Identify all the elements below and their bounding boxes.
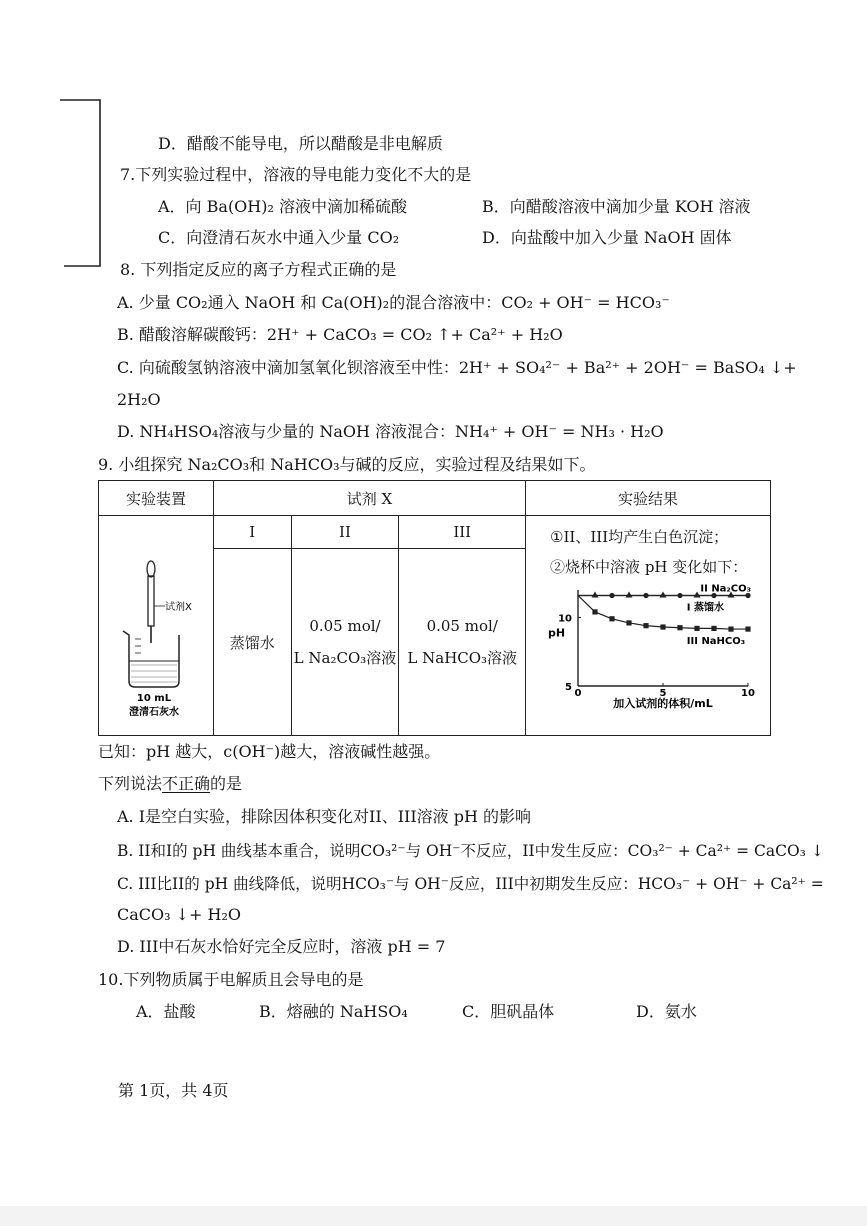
beaker-apparatus: [101, 531, 211, 721]
q7-option-b: B．向醋酸溶液中滴加少量 KOH 溶液: [482, 197, 751, 216]
x-axis-label: 加入试剂的体积/mL: [613, 697, 713, 710]
point-marker: [609, 593, 614, 598]
q10-option-a: A．盐酸: [136, 1002, 196, 1021]
reagent-ii: [291, 549, 399, 736]
scan-edge: [0, 1206, 867, 1226]
q8-option-b: B. 醋酸溶解碳酸钙：2H⁺ + CaCO₃ = CO₂ ↑+ Ca²⁺ + H₂O: [117, 325, 563, 344]
page-footer: 第 1页，共 4页: [118, 1081, 229, 1100]
q10-stem: 10.下列物质属于电解质且会导电的是: [98, 970, 364, 989]
point-marker: [677, 593, 682, 598]
series-label-na2co3: II Na₂CO₃: [700, 583, 752, 595]
y-axis-label: pH: [548, 626, 566, 640]
label-volume: 10 mL: [136, 692, 172, 704]
result-2: ②烧杯中溶液 pH 变化如下：: [550, 558, 748, 576]
series-label-water: I 蒸馏水: [686, 602, 725, 614]
point-marker: [626, 620, 631, 625]
q7-option-d: D．向盐酸中加入少量 NaOH 固体: [482, 228, 732, 247]
point-marker: [694, 626, 699, 631]
point-marker: [643, 593, 648, 598]
q8-option-a: A. 少量 CO₂通入 NaOH 和 Ca(OH)₂的混合溶液中：CO₂ + OH⁻ = HCO₃⁻: [117, 293, 670, 312]
ask-suffix: 的是: [210, 774, 243, 793]
reagent-iii: [399, 549, 526, 736]
ask-prefix: 下列说法: [98, 774, 163, 793]
point-marker: [626, 591, 633, 597]
q10-option-d: D．氨水: [636, 1002, 697, 1021]
header-reagent: 试剂 X: [213, 481, 525, 516]
q8-option-d: D. NH₄HSO₄溶液与少量的 NaOH 溶液混合：NH₄⁺ + OH⁻ = NH₃ · H₂O: [117, 422, 664, 441]
point-marker: [660, 591, 667, 597]
reagent-i: 蒸馏水: [213, 549, 291, 736]
y-tick-label: 10: [558, 613, 573, 625]
y-tick-label: 5: [565, 682, 573, 693]
q9-ask: [98, 774, 242, 794]
header-result: 实验结果: [526, 481, 771, 516]
point-marker: [592, 609, 597, 614]
point-marker: [643, 623, 648, 628]
point-marker: [592, 591, 599, 597]
ph-chart: [526, 582, 766, 710]
q9-option-a: A. I是空白实验，排除因体积变化对II、III溶液 pH 的影响: [117, 807, 532, 826]
q8-option-c-line2: 2H₂O: [117, 390, 161, 409]
q8-stem: 8. 下列指定反应的离子方程式正确的是: [120, 260, 397, 279]
q7-option-a: A．向 Ba(OH)₂ 溶液中滴加稀硫酸: [158, 197, 407, 216]
reagent-ii-line1: 0.05 mol/: [309, 616, 381, 635]
point-marker: [609, 616, 614, 621]
q10-option-c: C．胆矾晶体: [462, 1002, 555, 1021]
q10-option-b: B．熔融的 NaHSO₄: [259, 1002, 408, 1021]
q7-option-c: C．向澄清石灰水中通入少量 CO₂: [158, 228, 400, 247]
header-apparatus: 实验装置: [99, 481, 214, 516]
reagent-iii-line1: 0.05 mol/: [426, 616, 498, 635]
q7-stem: 7.下列实验过程中，溶液的导电能力变化不大的是: [120, 165, 472, 184]
point-marker: [728, 626, 733, 631]
q9-option-b: B. II和I的 pH 曲线基本重合，说明CO₃²⁻与 OH⁻不反应，II中发生反应：CO₃²⁻ + Ca²⁺ = CaCO₃ ↓: [117, 842, 824, 860]
x-tick-label: 0: [574, 688, 582, 699]
q9-option-d: D. III中石灰水恰好完全反应时，溶液 pH = 7: [117, 937, 446, 956]
label-limewater: 澄清石灰水: [128, 706, 179, 718]
q9-option-c-line1: C. III比II的 pH 曲线降低，说明HCO₃⁻与 OH⁻反应，III中初期发生反应：HCO₃⁻ + OH⁻ + Ca²⁺ =: [117, 875, 824, 893]
q9-option-c-line2: CaCO₃ ↓+ H₂O: [117, 905, 242, 924]
col-ii: II: [291, 516, 399, 549]
reagent-ii-line2: L Na₂CO₃溶液: [293, 648, 397, 667]
label-reagent-x: 试剂X: [164, 601, 192, 613]
point-marker: [677, 625, 682, 630]
point-marker: [660, 624, 665, 629]
q9-stem: 9. 小组探究 Na₂CO₃和 NaHCO₃与碱的反应，实验过程及结果如下。: [98, 455, 596, 474]
apparatus-cell: [99, 516, 214, 736]
series-label-nahco3: III NaHCO₃: [686, 636, 746, 648]
ask-underlined: 不正确: [162, 774, 211, 793]
q8-option-c-line1: C. 向硫酸氢钠溶液中滴加氢氧化钡溶液至中性：2H⁺ + SO₄²⁻ + Ba²⁺ + 2OH⁻ = BaSO₄ ↓+: [117, 358, 797, 377]
x-tick-label: 10: [741, 688, 756, 699]
margin-bracket: [60, 98, 104, 268]
point-marker: [745, 626, 750, 631]
col-iii: III: [399, 516, 526, 549]
col-i: I: [213, 516, 291, 549]
q6-option-d: D．醋酸不能导电，所以醋酸是非电解质: [158, 134, 443, 153]
x-tick-label: 5: [659, 688, 667, 699]
point-marker: [711, 626, 716, 631]
experiment-table: [98, 480, 771, 736]
result-1: ①II、III均产生白色沉淀；: [550, 528, 729, 546]
q9-known: 已知：pH 越大，c(OH⁻)越大，溶液碱性越强。: [98, 742, 441, 761]
result-cell: [526, 516, 771, 736]
reagent-iii-line2: L NaHCO₃溶液: [407, 648, 518, 667]
